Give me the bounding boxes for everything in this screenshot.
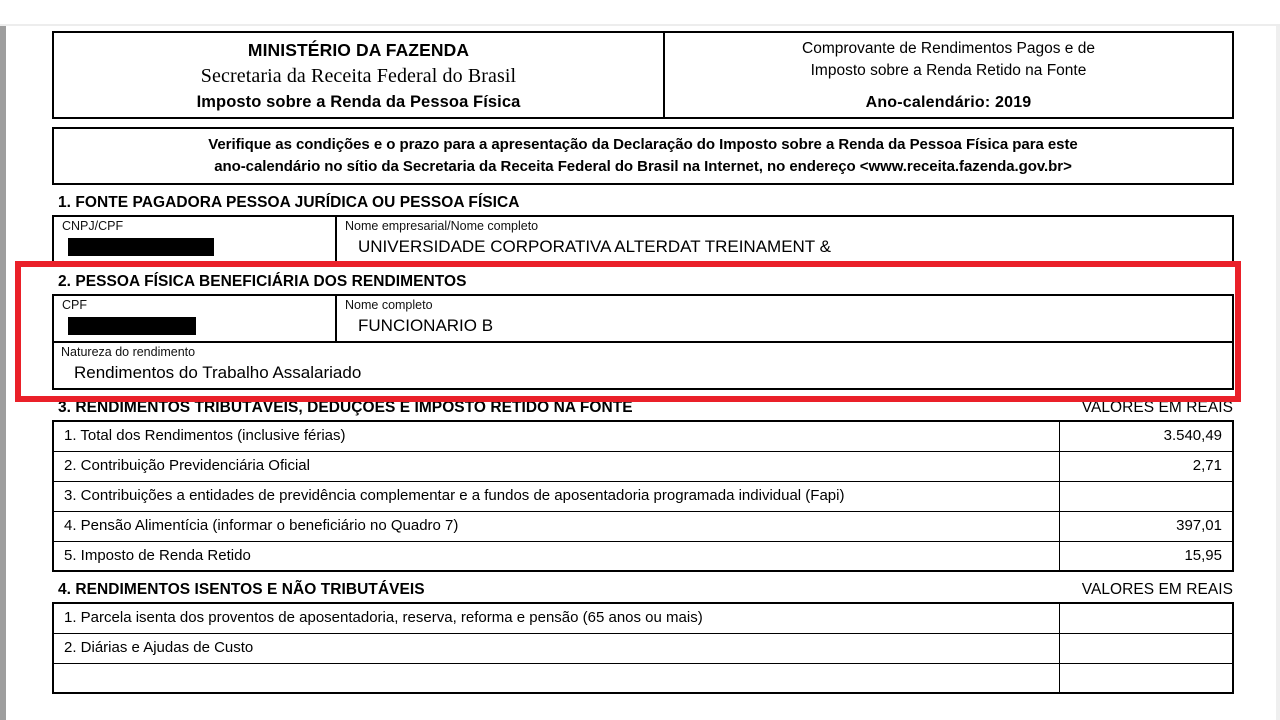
table-row <box>53 481 1233 511</box>
secretariat-name: Secretaria da Receita Federal do Brasil <box>200 65 517 88</box>
section-1-fields <box>52 215 1234 264</box>
payer-name-value: UNIVERSIDADE CORPORATIVA ALTERDAT TREINAMENT & <box>358 237 831 256</box>
table-row <box>53 421 1233 451</box>
section-3-title: 3. RENDIMENTOS TRIBUTÁVEIS, DEDUÇÕES E IMPOSTO RETIDO NA FONTE <box>58 399 633 416</box>
form-title-line1: Comprovante de Rendimentos Pagos e de <box>802 39 1095 57</box>
row-value <box>1059 663 1233 693</box>
document-body <box>52 26 1234 694</box>
row-label: 3. Contribuições a entidades de previdência complementar e a fundos de aposentadoria programada individual (Fapi) <box>53 481 1059 511</box>
table-row <box>53 663 1233 693</box>
row-value: 15,95 <box>1059 541 1233 571</box>
document-header <box>52 31 1234 119</box>
income-nature-field <box>54 343 1232 388</box>
beneficiary-cpf-field <box>54 296 337 341</box>
beneficiary-cpf-redaction-bar <box>68 317 196 335</box>
notice-line-1: Verifique as condições e o prazo para a apresentação da Declaração do Imposto sobre a Renda da Pessoa Física para este <box>208 135 1078 153</box>
section-2-header <box>52 271 1234 291</box>
row-value <box>1059 633 1233 663</box>
income-nature-label: Natureza do rendimento <box>61 345 196 359</box>
notice-box <box>52 127 1234 185</box>
document-page <box>7 26 1276 720</box>
section-4-units: VALORES EM REAIS <box>1081 581 1233 598</box>
row-label <box>53 663 1059 693</box>
payer-name-field <box>337 217 1232 262</box>
row-value: 2,71 <box>1059 451 1233 481</box>
section-4-title: 4. RENDIMENTOS ISENTOS E NÃO TRIBUTÁVEIS <box>58 581 425 598</box>
table-row <box>53 633 1233 663</box>
viewer-left-edge <box>0 26 6 720</box>
notice-line-2: ano-calendário no sítio da Secretaria da Receita Federal do Brasil na Internet, no endereço <www.receita.fazenda.gov.br> <box>214 158 1072 175</box>
ministry-name: MINISTÉRIO DA FAZENDA <box>247 39 470 60</box>
payer-cnpj-redaction-bar <box>68 238 214 256</box>
section-2-title: 2. PESSOA FÍSICA BENEFICIÁRIA DOS RENDIMENTOS <box>58 273 467 290</box>
beneficiary-cpf-label: CPF <box>62 298 87 312</box>
table-row <box>53 451 1233 481</box>
section-3-table <box>52 420 1234 572</box>
row-label: 1. Parcela isenta dos proventos de aposentadoria, reserva, reforma e pensão (65 anos ou mais) <box>53 603 1059 633</box>
tax-type-title: Imposto sobre a Renda da Pessoa Física <box>196 93 521 112</box>
calendar-year: Ano-calendário: 2019 <box>865 94 1032 112</box>
row-label: 5. Imposto de Renda Retido <box>53 541 1059 571</box>
table-row <box>53 511 1233 541</box>
header-ministry-block <box>52 31 664 119</box>
section-4-header <box>52 579 1234 599</box>
income-nature-value: Rendimentos do Trabalho Assalariado <box>74 363 362 382</box>
table-row <box>53 541 1233 571</box>
section-2-fields <box>52 294 1234 343</box>
header-form-title-block <box>664 31 1234 119</box>
payer-name-label: Nome empresarial/Nome completo <box>345 219 539 233</box>
section-1-header <box>52 192 1234 212</box>
payer-cnpj-field <box>54 217 337 262</box>
table-row <box>53 603 1233 633</box>
viewer-top-gap <box>0 0 1280 24</box>
payer-cnpj-label: CNPJ/CPF <box>62 219 124 233</box>
row-label: 1. Total dos Rendimentos (inclusive férias) <box>53 421 1059 451</box>
section-1-title: 1. FONTE PAGADORA PESSOA JURÍDICA OU PESSOA FÍSICA <box>58 194 520 211</box>
row-value <box>1059 481 1233 511</box>
section-2-nature-row <box>52 343 1234 390</box>
viewer-right-edge <box>1276 26 1280 720</box>
row-value: 397,01 <box>1059 511 1233 541</box>
row-value: 3.540,49 <box>1059 421 1233 451</box>
section-3-units: VALORES EM REAIS <box>1081 399 1233 416</box>
row-label: 2. Contribuição Previdenciária Oficial <box>53 451 1059 481</box>
section-3-header <box>52 397 1234 417</box>
section-4-table <box>52 602 1234 694</box>
beneficiary-name-value: FUNCIONARIO B <box>358 316 494 335</box>
form-title-line2: Imposto sobre a Renda Retido na Fonte <box>810 62 1087 79</box>
row-value <box>1059 603 1233 633</box>
row-label: 2. Diárias e Ajudas de Custo <box>53 633 1059 663</box>
beneficiary-name-label: Nome completo <box>345 298 433 312</box>
beneficiary-name-field <box>337 296 1232 341</box>
row-label: 4. Pensão Alimentícia (informar o beneficiário no Quadro 7) <box>53 511 1059 541</box>
